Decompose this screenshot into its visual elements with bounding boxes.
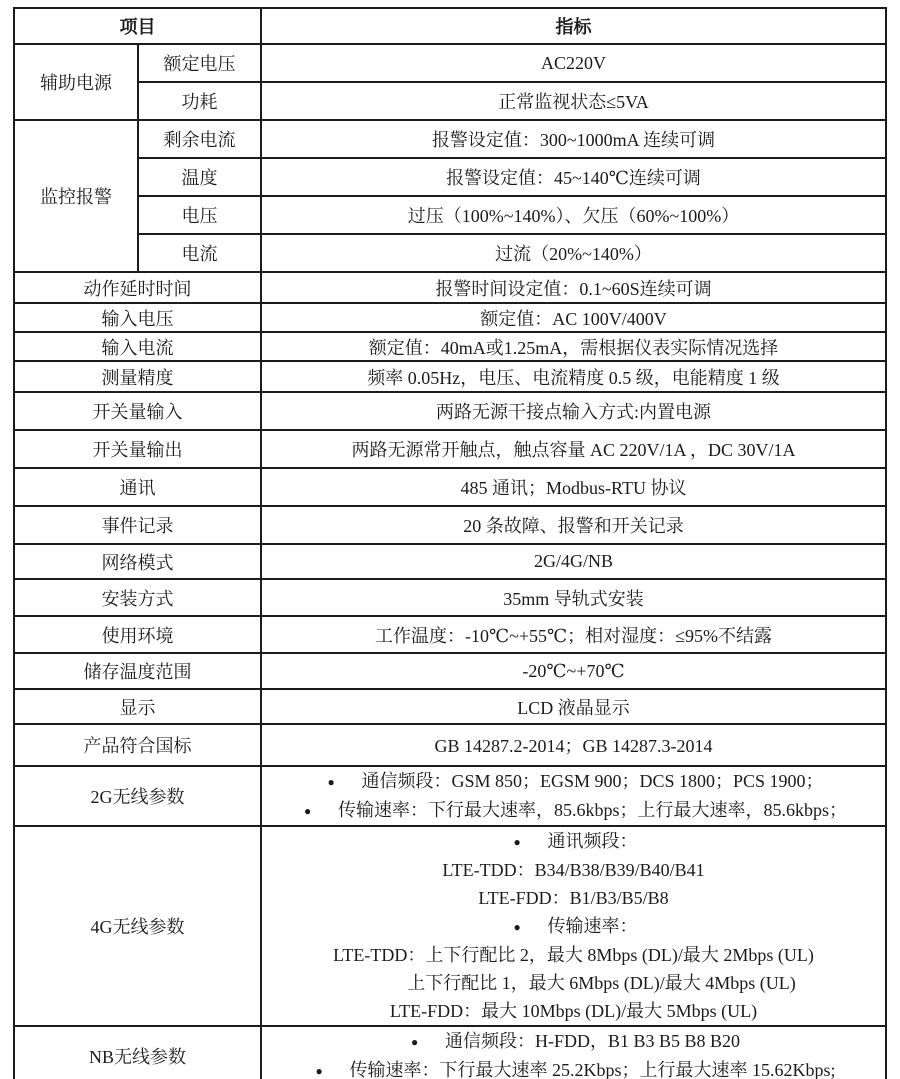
row-label: 通讯: [14, 468, 261, 506]
row-label: 输入电压: [14, 303, 261, 332]
row-label: 测量精度: [14, 361, 261, 392]
spec-line: [266, 912, 881, 941]
row-value: 报警设定值：45~140℃连续可调: [261, 158, 886, 196]
row-value: 485 通讯；Modbus-RTU 协议: [261, 468, 886, 506]
spec-line: [266, 969, 881, 997]
row-value: 过压（100%~140%）、欠压（60%~100%）: [261, 196, 886, 234]
group-label-monitor-alarm: 监控报警: [14, 120, 138, 272]
bullet-icon: ●: [410, 1035, 419, 1049]
row-label: 功耗: [138, 82, 261, 120]
row-value: 报警时间设定值：0.1~60S连续可调: [261, 272, 886, 303]
row-value: 35mm 导轨式安装: [261, 579, 886, 616]
row-value: 过流（20%~140%）: [261, 234, 886, 272]
spec-line: [266, 856, 881, 884]
row-label: 使用环境: [14, 616, 261, 653]
spec-line-text: 通信频段：GSM 850；EGSM 900；DCS 1800；PCS 1900；: [361, 771, 824, 791]
row-value: 两路无源干接点输入方式:内置电源: [261, 392, 886, 430]
group-label-aux-power: 辅助电源: [14, 44, 138, 120]
spec-line-text: 上下行配比 1，最大 6Mbps (DL)/最大 4Mbps (UL): [407, 973, 796, 993]
row-label: 开关量输入: [14, 392, 261, 430]
row-label: 事件记录: [14, 506, 261, 544]
spec-line: [266, 1027, 881, 1056]
row-label-2g-wireless: 2G无线参数: [14, 766, 261, 826]
row-value: 工作温度：-10℃~+55℃；相对湿度：≤95%不结露: [261, 616, 886, 653]
row-value: LCD 液晶显示: [261, 689, 886, 724]
spec-line-text: 通讯频段：: [547, 831, 638, 851]
spec-line-text: LTE-FDD：最大 10Mbps (DL)/最大 5Mbps (UL): [389, 1001, 758, 1021]
header-spec-column: 指标: [261, 8, 886, 44]
spec-line: [266, 884, 881, 912]
row-value: 额定值：AC 100V/400V: [261, 303, 886, 332]
row-value: 额定值：40mA或1.25mA，需根据仪表实际情况选择: [261, 332, 886, 361]
row-label-nb-wireless: NB无线参数: [14, 1026, 261, 1079]
row-value: 频率 0.05Hz，电压、电流精度 0.5 级，电能精度 1 级: [261, 361, 886, 392]
row-label: 开关量输出: [14, 430, 261, 468]
spec-line: [266, 1056, 881, 1079]
row-label: 额定电压: [138, 44, 261, 82]
row-label: 温度: [138, 158, 261, 196]
row-label: 输入电流: [14, 332, 261, 361]
row-label: 产品符合国标: [14, 724, 261, 766]
row-value: AC220V: [261, 44, 886, 82]
bullet-icon: ●: [513, 835, 521, 849]
bullet-icon: ●: [513, 920, 521, 934]
spec-line: [266, 796, 881, 825]
spec-table: [13, 7, 887, 1079]
spec-line: [266, 827, 881, 856]
row-label: 电压: [138, 196, 261, 234]
spec-line: [266, 941, 881, 969]
spec-line-text: 传输速率：: [547, 916, 638, 936]
row-label: 储存温度范围: [14, 653, 261, 689]
bullet-icon: ●: [303, 804, 312, 818]
row-label: 剩余电流: [138, 120, 261, 158]
row-value: 报警设定值：300~1000mA 连续可调: [261, 120, 886, 158]
row-value-2g-wireless: [261, 766, 886, 826]
row-label: 网络模式: [14, 544, 261, 579]
spec-line: [266, 767, 881, 796]
spec-line-text: 传输速率：下行最大速率，85.6kbps；上行最大速率，85.6kbps；: [337, 800, 847, 820]
spec-line-text: LTE-TDD：B34/B38/B39/B40/B41: [442, 860, 705, 880]
row-value: 两路无源常开触点，触点容量 AC 220V/1A ，DC 30V/1A: [261, 430, 886, 468]
row-value: 正常监视状态≤5VA: [261, 82, 886, 120]
header-item-column: 项目: [14, 8, 261, 44]
bullet-icon: ●: [327, 775, 335, 789]
spec-line-text: LTE-FDD：B1/B3/B5/B8: [478, 888, 669, 908]
row-value: -20℃~+70℃: [261, 653, 886, 689]
spec-line-text: 通信频段：H-FDD，B1 B3 B5 B8 B20: [444, 1031, 741, 1051]
row-value: 20 条故障、报警和开关记录: [261, 506, 886, 544]
row-label-4g-wireless: 4G无线参数: [14, 826, 261, 1026]
spec-line-text: 传输速率：下行最大速率 25.2Kbps；上行最大速率 15.62Kbps;: [349, 1060, 836, 1079]
row-label: 动作延时时间: [14, 272, 261, 303]
row-label: 安装方式: [14, 579, 261, 616]
row-label: 显示: [14, 689, 261, 724]
row-label: 电流: [138, 234, 261, 272]
row-value-nb-wireless: [261, 1026, 886, 1079]
bullet-icon: ●: [315, 1064, 323, 1078]
spec-line: [266, 997, 881, 1025]
spec-line-text: LTE-TDD：上下行配比 2，最大 8Mbps (DL)/最大 2Mbps (UL): [333, 945, 814, 965]
row-value: 2G/4G/NB: [261, 544, 886, 579]
row-value: GB 14287.2-2014；GB 14287.3-2014: [261, 724, 886, 766]
row-value-4g-wireless: [261, 826, 886, 1026]
